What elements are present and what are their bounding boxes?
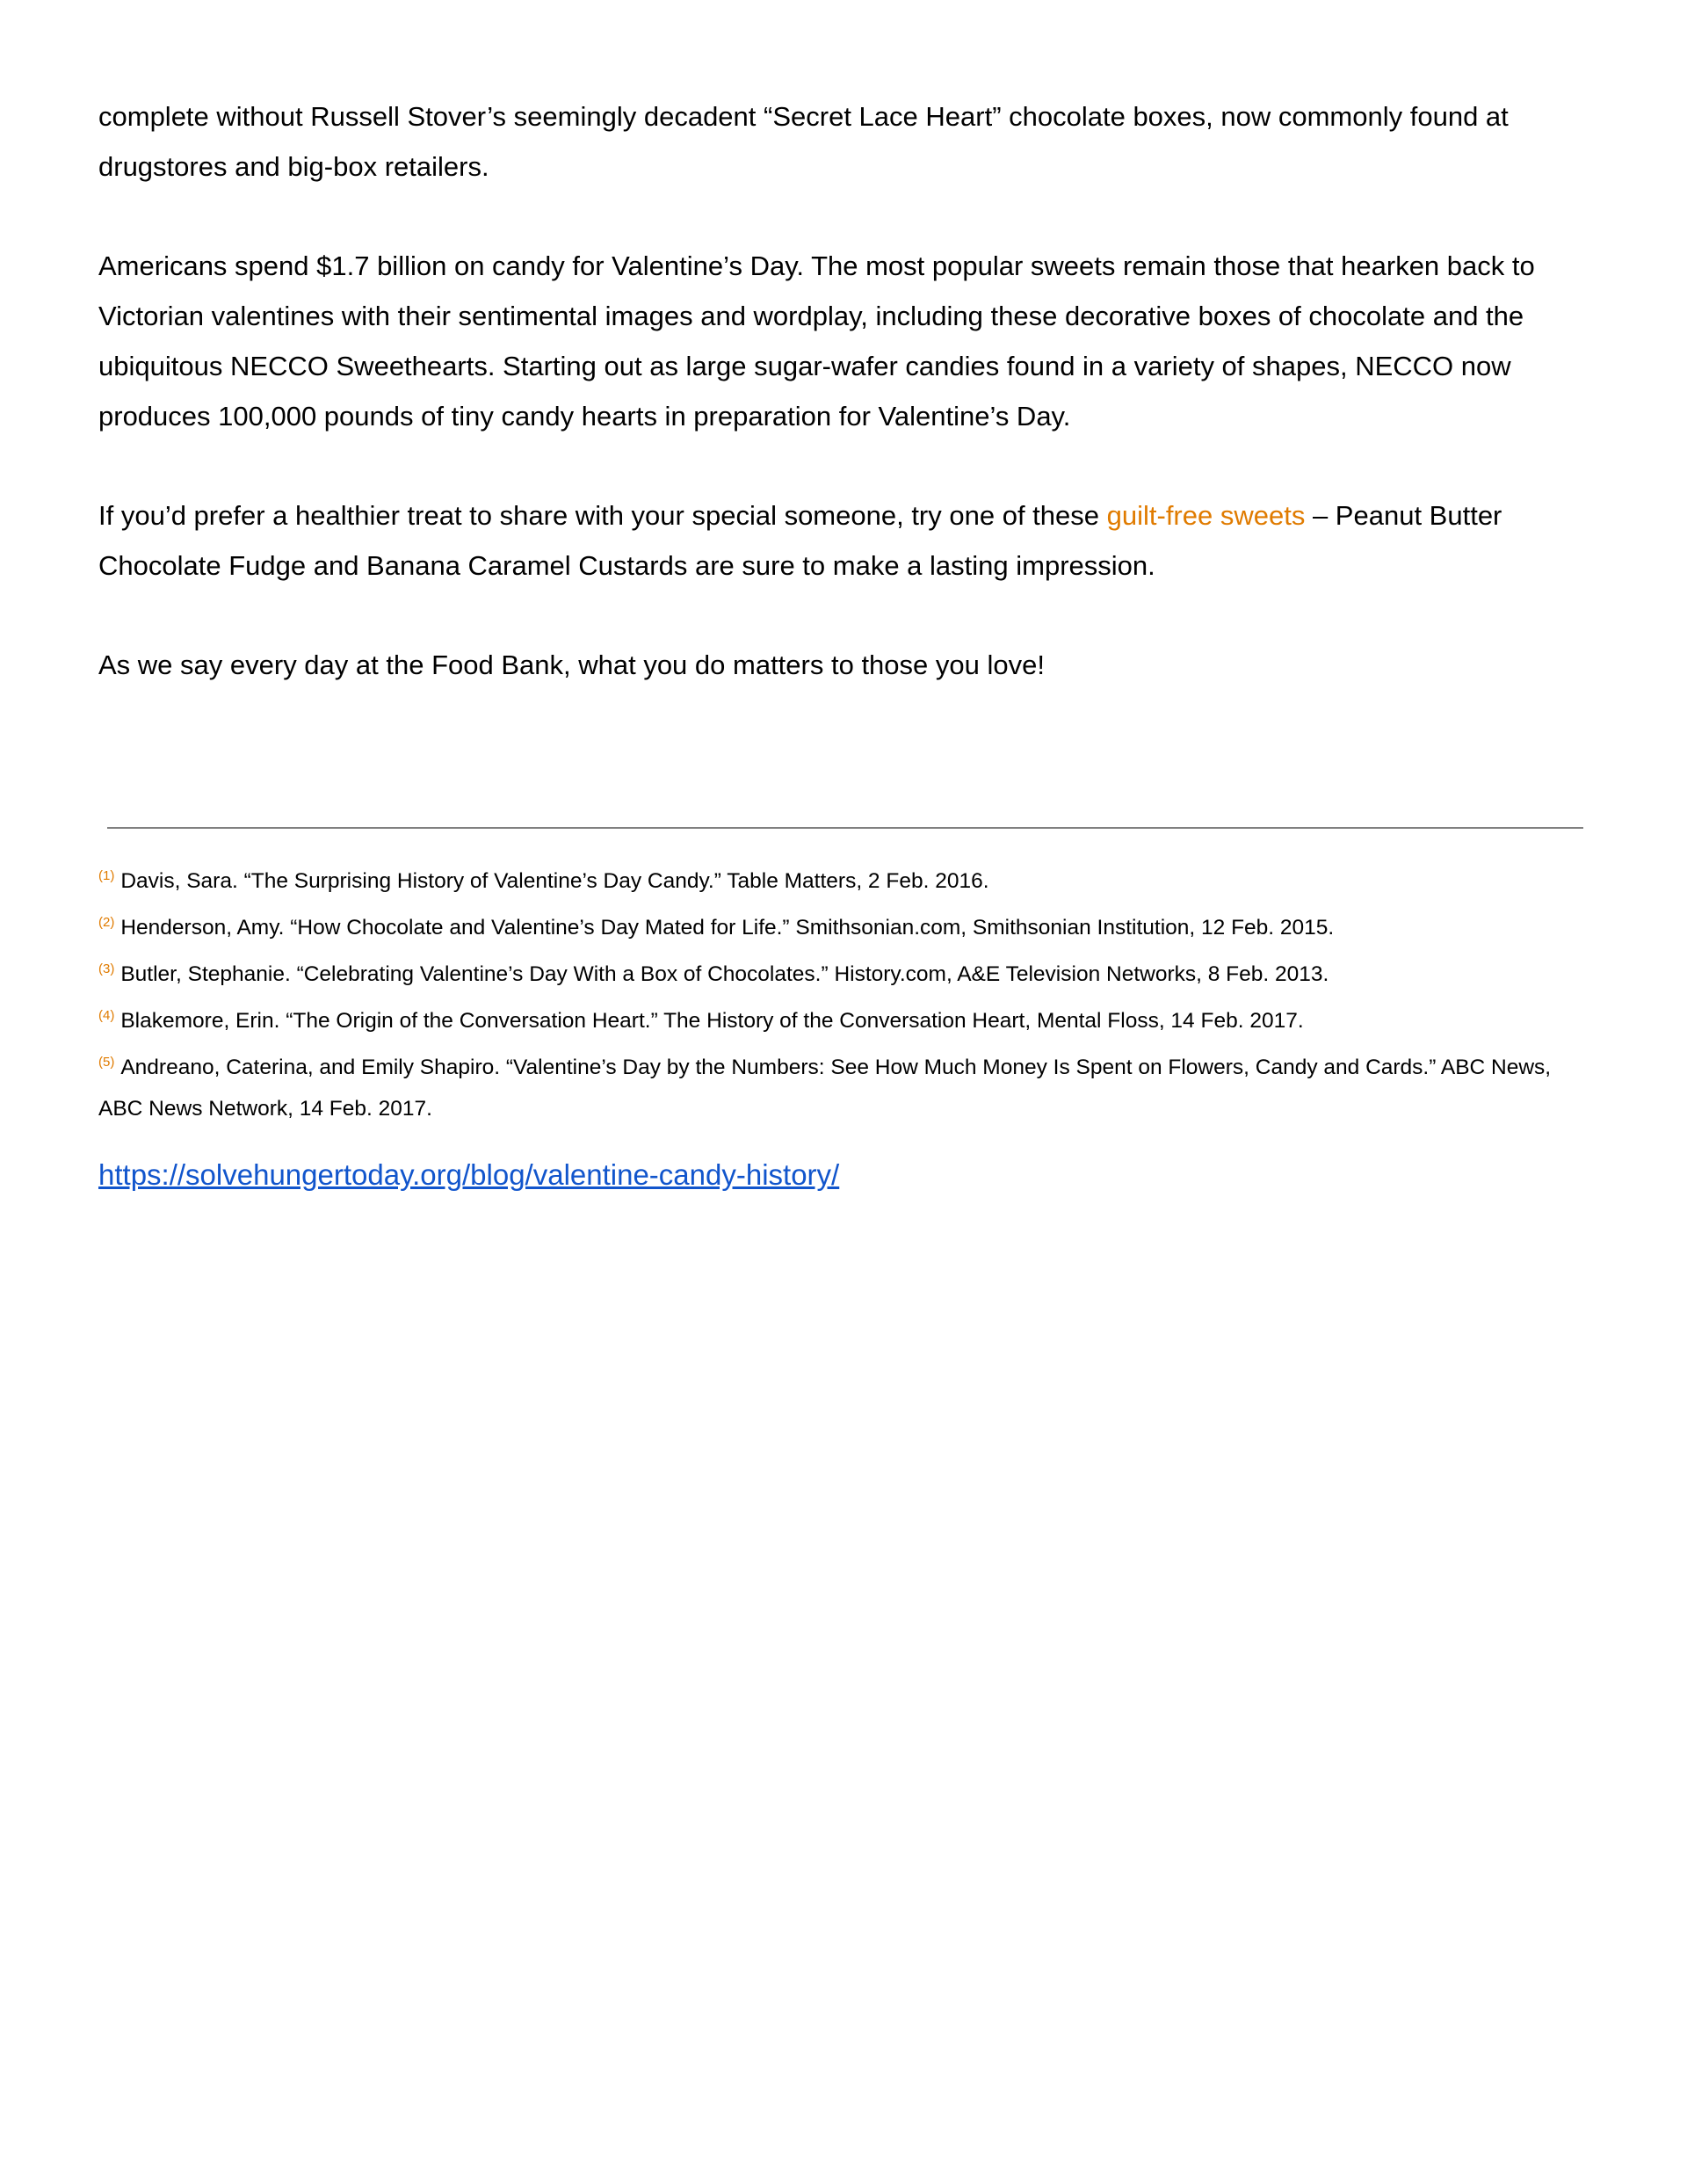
footnote-text: Henderson, Amy. “How Chocolate and Valentine’s Day Mated for Life.” Smithsonian.com, Smithsonian Institution, 12 Feb. 2015. (120, 916, 1335, 940)
paragraph-text: complete without Russell Stover’s seemingly decadent “Secret Lace Heart” chocolate boxes, now commonly found at drugstores and big-box retailers. (98, 101, 1509, 182)
guilt-free-sweets-link[interactable]: guilt-free sweets (1106, 500, 1306, 531)
footnote-text: Blakemore, Erin. “The Origin of the Conversation Heart.” The History of the Conversation Heart, Mental Floss, 14 Feb. 2017. (120, 1009, 1304, 1033)
footnote-marker: (3) (98, 961, 115, 976)
source-url-link[interactable]: https://solvehungertoday.org/blog/valentine-candy-history/ (98, 1158, 840, 1191)
footnote-text: Andreano, Caterina, and Emily Shapiro. “Valentine’s Day by the Numbers: See How Much Money Is Spent on Flowers, Candy and Cards.” ABC News, ABC News Network, 14 Feb. 2017. (98, 1056, 1552, 1121)
paragraph-food-bank (98, 640, 1583, 690)
paragraph-text: As we say every day at the Food Bank, what you do matters to those you love! (98, 649, 1045, 680)
paragraph-healthier-treat (98, 490, 1583, 591)
footnote-text: Davis, Sara. “The Surprising History of Valentine’s Day Candy.” Table Matters, 2 Feb. 2016. (120, 869, 989, 893)
footnote-text: Butler, Stephanie. “Celebrating Valentine’s Day With a Box of Chocolates.” History.com, A&E Television Networks, 8 Feb. 2013. (120, 962, 1329, 986)
footnote-item (98, 855, 1592, 902)
footnote-marker: (1) (98, 868, 115, 883)
footnote-marker: (2) (98, 915, 115, 930)
article-body (98, 91, 1583, 690)
footnote-item (98, 948, 1592, 995)
footnote-marker: (4) (98, 1008, 115, 1023)
paragraph-text: Americans spend $1.7 billion on candy for Valentine’s Day. The most popular sweets remain those that hearken back to Victorian valentines with their sentimental images and wordplay, including these decorative boxes of chocolate and the ubiquitous NECCO Sweethearts. Starting out as large sugar-wafer candies found in a variety of shapes, NECCO now produces 100,000 pounds of tiny candy hearts in preparation for Valentine’s Day. (98, 250, 1535, 432)
footnote-item (98, 902, 1592, 948)
footnote-item (98, 995, 1592, 1041)
footnote-divider (107, 827, 1583, 829)
paragraph-secret-lace-heart (98, 91, 1583, 192)
footnotes-list (98, 855, 1592, 1129)
footnote-item (98, 1041, 1592, 1129)
paragraph-text-before-link: If you’d prefer a healthier treat to share with your special someone, try one of these (98, 500, 1107, 531)
footnote-marker: (5) (98, 1055, 115, 1070)
paragraph-text-after-link: – Peanut Butter Chocolate Fudge and Banana Caramel Custards are sure to make a lasting impression. (98, 500, 1502, 581)
paragraph-candy-spending (98, 241, 1583, 441)
